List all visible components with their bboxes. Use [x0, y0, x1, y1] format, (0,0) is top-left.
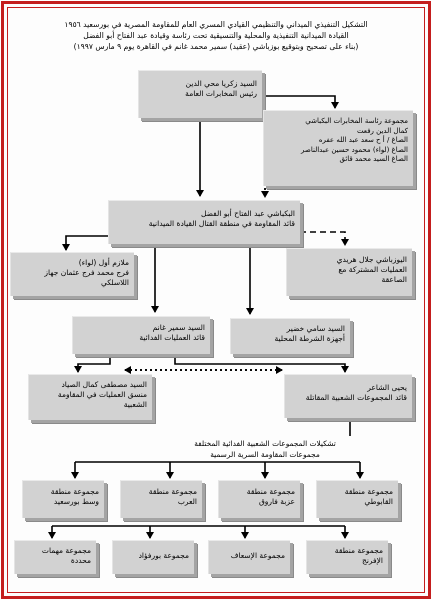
box-abulfadl [108, 200, 300, 244]
sayyad-name: السيد مصطفى كمال الصياد [61, 380, 147, 389]
intel-group-line-2: كمال الدين رفعت [356, 126, 408, 135]
box-harid [286, 248, 412, 296]
group-row1-2-line2: العرب [177, 497, 197, 506]
box-zakaria [138, 70, 262, 118]
ghanem-title: قائد العمليات الفدائية [139, 333, 205, 342]
group-row1-3-line2: عزبة فاروق [258, 497, 295, 506]
header-line-3: (بناء على تصحيح وبتوقيع بوزباشي (عقيد) سمير محمد غانم في القاهرة يوم ٩ مارس ١٩٩٧) [73, 42, 359, 51]
group-box-row1-2 [120, 480, 202, 518]
group-box-row2-2 [112, 540, 194, 574]
header-line-1: التشكيل التنفيذي الميداني والتنظيمي القيادي المسري العام للمقاومة المصرية في بورسعيد ١٩٥٦ [64, 20, 368, 29]
group-row1-1-line1: مجموعة منطقة [50, 487, 99, 496]
shaer-name: يحيى الشاعر [367, 383, 407, 392]
group-row1-1-line2: وسط بورسعيد [53, 497, 99, 506]
sayyad-unit: الشعبية [123, 400, 147, 409]
box-sayyad [28, 374, 152, 420]
group-box-row1-3 [218, 480, 300, 518]
abulfadl-name: البكباشي عبد الفتاح أبو الفضل [200, 209, 295, 218]
box-khodeir [230, 318, 350, 354]
shaer-title: قائد المجموعات الشعبية المقاتلة [305, 393, 407, 402]
box-ghanem [72, 316, 210, 354]
abulfadl-title: قائد المقاومة في منطقة القتال القيادة الميدانية [148, 219, 295, 228]
group-row1-4-line1: مجموعة منطقة [344, 487, 393, 496]
group-row2-4-line2: الإفرنج [361, 556, 383, 565]
group-box-row2-1 [14, 540, 96, 574]
header [14, 19, 418, 52]
zakaria-name: السيد زكريا محي الدين [185, 79, 257, 88]
harid-role: العمليات المشتركة مع [338, 265, 407, 274]
group-box-row1-1 [22, 480, 104, 518]
harid-unit: الصاعقة [381, 275, 407, 284]
banner-line-2: مجموعات المقاومة السرية الرسمية [210, 450, 320, 459]
group-box-row2-3 [208, 540, 290, 574]
khodeir-title: أجهزة الشرطة المحلية [274, 334, 345, 343]
intel-group-line-3: الصاغ / أ ح سعد عبد الله عفره [318, 136, 408, 145]
group-box-row1-4 [316, 480, 398, 518]
box-shaer [284, 374, 412, 418]
group-row2-3-line1: مجموعة الإسعاف [230, 551, 285, 560]
group-row1-2-line1: مجموعة منطقة [148, 487, 197, 496]
group-row1-3-line1: مجموعة منطقة [246, 487, 295, 496]
box-farag [10, 252, 134, 296]
group-row1-4-line2: القابوطي [364, 497, 393, 506]
groups-banner [120, 438, 410, 460]
group-row2-1-line1: مجموعة مهمات [41, 546, 91, 555]
group-box-row2-4 [306, 540, 388, 574]
farag-name: فرج محمد فرج عثمان جهاز [44, 268, 129, 277]
group-row2-4-line1: مجموعة منطقة [334, 546, 383, 555]
farag-rank: ملازم أول (لواء) [78, 258, 129, 267]
sayyad-role: منسق العمليات في المقاومة [57, 390, 147, 399]
farag-unit: اللاسلكي [100, 278, 129, 287]
intel-group-line-4: الصاغ (لواء) محمود حسين عبدالناصر [301, 145, 408, 154]
harid-name: اليوزباشي جلال هريدي [336, 255, 407, 264]
zakaria-title: رئيس المخابرات العامة [185, 89, 257, 98]
ghanem-name: السيد سمير غانم [152, 323, 205, 332]
group-row2-1-line2: محددة [70, 556, 91, 565]
intel-group-line-5: الصاغ السيد محمد قائق [339, 155, 408, 164]
box-intel-group [263, 110, 413, 186]
intel-group-line-1: مجموعة رئاسة المخابرات البكباشي [305, 117, 408, 125]
banner-line-1: تشكيلات المجموعات الشعبية الفدائية المختلفة [194, 439, 336, 448]
khodeir-name: السيد سامي خضير [286, 324, 345, 333]
header-line-2: القيادة الميدانية التنفيذية والمحلية والتنسيقية تحت رئاسة وقيادة عبد الفتاح أبو الفضل [83, 31, 349, 40]
group-row2-2-line1: مجموعة بورفؤاد [138, 551, 189, 560]
